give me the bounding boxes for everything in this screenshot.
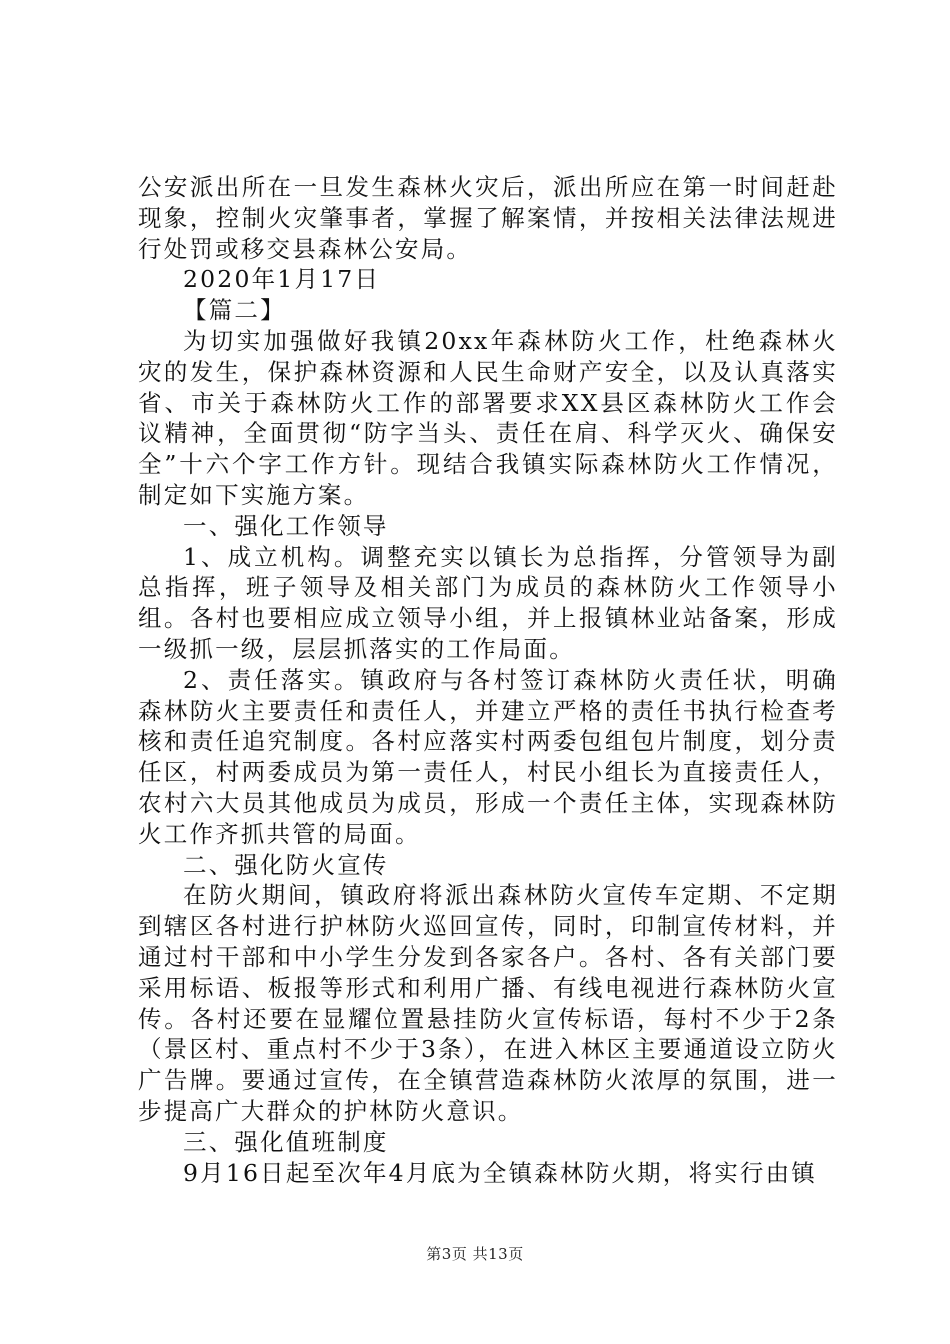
document-body (138, 172, 838, 1188)
paragraph-publicity: 在防火期间，镇政府将派出森林防火宣传车定期、不定期到辖区各村进行护林防火巡回宣传，同时，印制宣传材料，并通过村干部和中小学生分发到各家各户。各村、各有关部门要采用标语、板报等形式和利用广播、有线电视进行森林防火宣传。各村还要在显耀位置悬挂防火宣传标语，每村不少于2条（景区村、重点村不少于3条），在进入林区主要通道设立防火广告牌。要通过宣传，在全镇营造森林防火浓厚的氛围，进一步提高广大群众的护林防火意识。 (138, 881, 838, 1125)
paragraph-fire-season: 9月16日起至次年4月底为全镇森林防火期，将实行由镇 (183, 1158, 818, 1187)
paragraph-continuation: 公安派出所在一旦发生森林火灾后，派出所应在第一时间赶赴现象，控制火灾肇事者，掌握了解案情，并按相关法律法规进行处罚或移交县森林公安局。 (138, 173, 838, 263)
paragraph-responsibility: 2、责任落实。镇政府与各村签订森林防火责任状，明确森林防火主要责任和责任人，并建立严格的责任书执行检查考核和责任追究制度。各村应落实村两委包组包片制度，划分责任区，村两委成员为第一责任人，村民小组长为直接责任人，农村六大员其他成员为成员，形成一个责任主体，实现森林防火工作齐抓共管的局面。 (138, 665, 838, 848)
heading-strengthen-leadership: 一、强化工作领导 (183, 511, 389, 540)
paragraph-date: 2020年1月17日 (183, 265, 381, 294)
paragraph-intro: 为切实加强做好我镇20xx年森林防火工作，杜绝森林火灾的发生，保护森林资源和人民生命财产安全，以及认真落实省、市关于森林防火工作的部署要求XX县区森林防火工作会议精神，全面贯彻“防字当头、责任在肩、科学灭火、确保安全”十六个字工作方针。现结合我镇实际森林防火工作情况，制定如下实施方案。 (138, 326, 838, 509)
page-number-footer: 第3页 共13页 (426, 1245, 524, 1263)
section-heading-part-two: 【篇二】 (183, 296, 286, 325)
paragraph-establish-organization: 1、成立机构。调整充实以镇长为总指挥，分管领导为副总指挥，班子领导及相关部门为成员的森林防火工作领导小组。各村也要相应成立领导小组，并上报镇林业站备案，形成一级抓一级，层层抓落实的工作局面。 (138, 542, 838, 663)
heading-duty-system: 三、强化值班制度 (183, 1127, 389, 1156)
heading-fire-publicity: 二、强化防火宣传 (183, 850, 389, 879)
